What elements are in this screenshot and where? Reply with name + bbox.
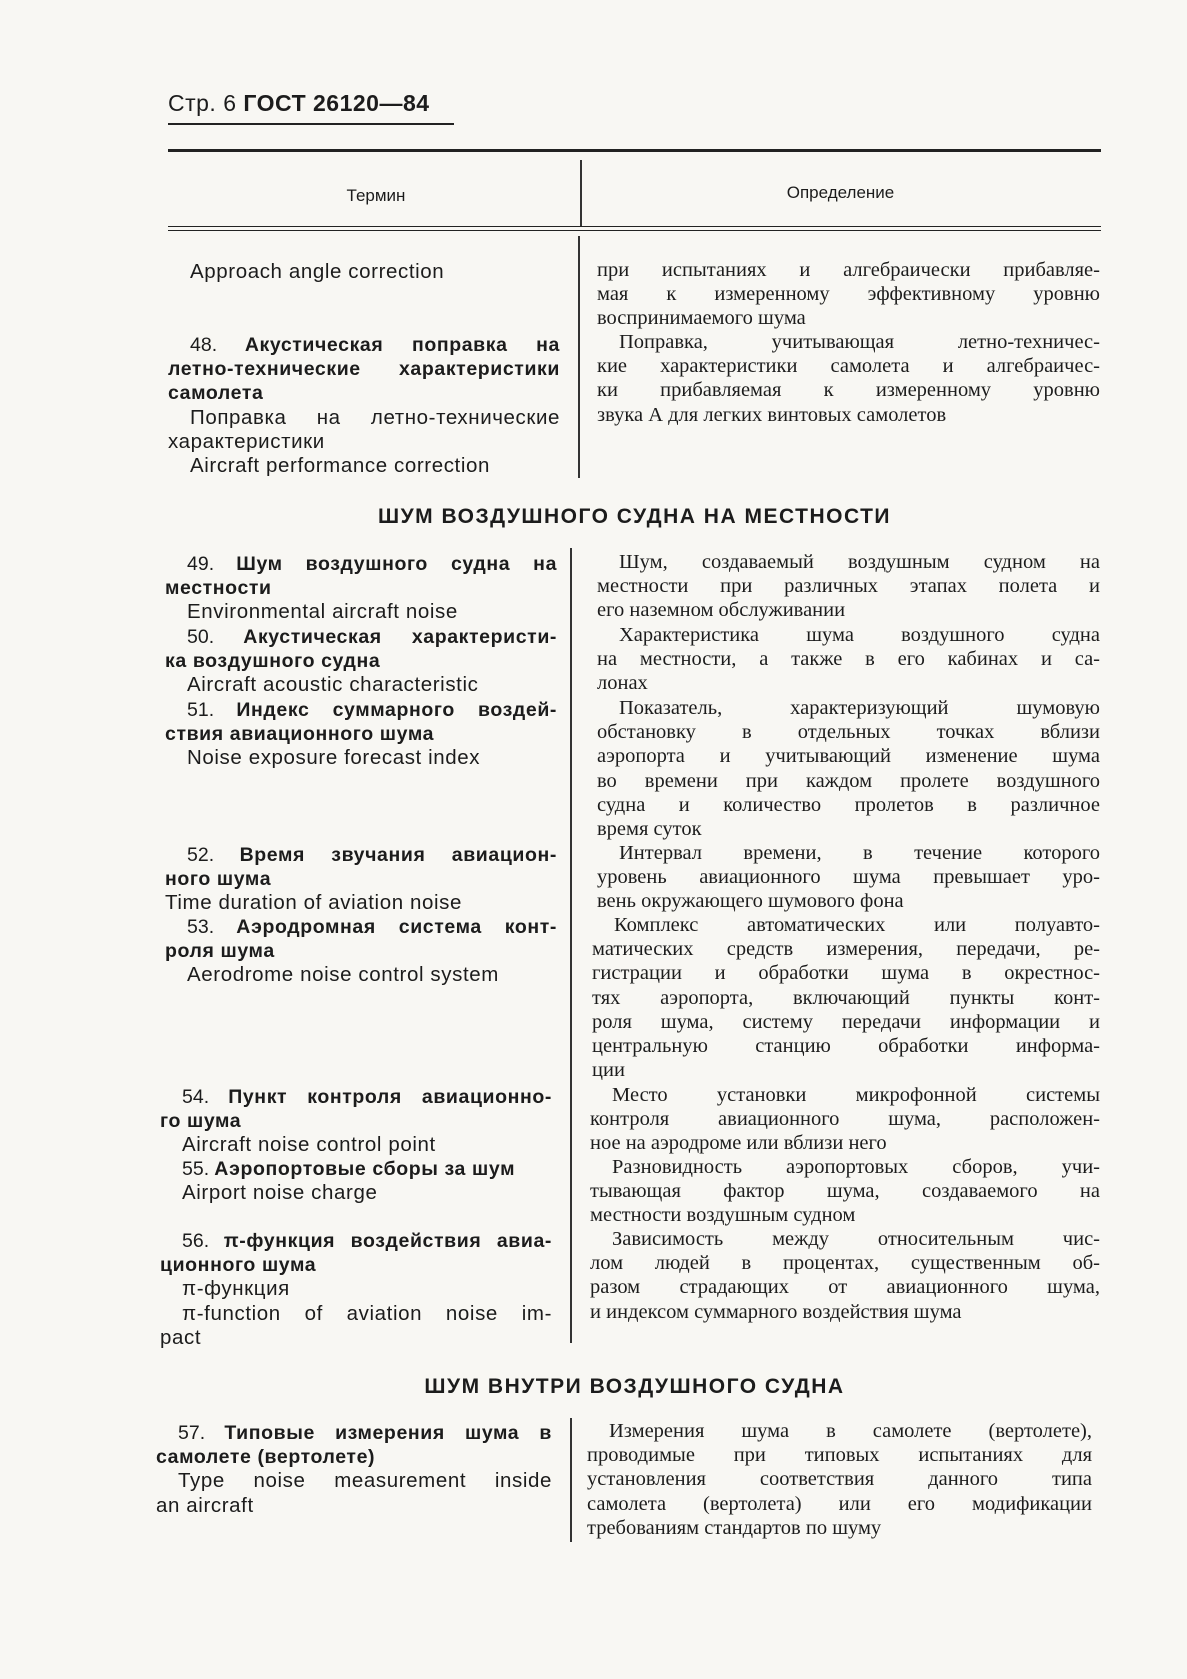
section-title: ШУМ ВНУТРИ ВОЗДУШНОГО СУДНА <box>424 1375 845 1398</box>
english-term: Approach angle correction <box>190 260 445 283</box>
term-title: Шум воздушного судна на <box>236 553 558 575</box>
definition-line: мая к измеренному эффективному уровню <box>597 283 1100 306</box>
definition-53 <box>592 913 1100 1082</box>
definition-line: его наземном обслуживании <box>597 599 846 622</box>
definition-line: Характеристика шума воздушного судна <box>619 624 1100 646</box>
definition-line: тях аэропорта, включающий пункты конт- <box>592 986 1100 1009</box>
term-number: 55. <box>182 1158 210 1180</box>
definition-line: на местности, а также в его кабинах и са- <box>597 648 1100 671</box>
english-term: Time duration of aviation noise <box>165 891 463 915</box>
definition-51 <box>597 696 1100 841</box>
term-entry-49 <box>165 552 557 625</box>
term-title: Аэропортовые сборы за шум <box>214 1158 516 1180</box>
definition-continued <box>597 258 1100 331</box>
definition-line: Комплекс автоматических или полуавто- <box>614 914 1100 936</box>
term-number: 54. <box>182 1086 210 1108</box>
term-number: 49. <box>187 553 215 575</box>
column-header-term: Термин <box>346 186 406 205</box>
term-title: летно-технические характеристики <box>168 358 560 381</box>
term-title: го шума <box>160 1110 242 1133</box>
definition-line: роля шума, систему передачи информации и <box>592 1010 1100 1033</box>
english-term: Type noise measurement inside <box>178 1469 552 1493</box>
definition-54 <box>590 1083 1100 1156</box>
definition-55 <box>590 1155 1100 1228</box>
term-entry-52 <box>165 843 557 916</box>
definition-line: звука А для легких винтовых самолетов <box>597 403 947 426</box>
definition-line: Место установки микрофонной системы <box>612 1084 1100 1106</box>
definition-line: вень окружающего шумового фона <box>597 890 904 913</box>
term-title: ствия авиационного шума <box>165 723 435 746</box>
term-title: Акустическая поправка на <box>244 334 560 356</box>
definition-line: лом людей в процентах, существенным об- <box>590 1252 1100 1275</box>
section-title: ШУМ ВОЗДУШНОГО СУДНА НА МЕСТНОСТИ <box>377 505 892 528</box>
english-term: Noise exposure forecast index <box>187 746 481 770</box>
english-term: an aircraft <box>156 1493 254 1517</box>
term-number: 48. <box>190 334 218 356</box>
definition-line: Шум, создаваемый воздушным судном на <box>619 551 1100 573</box>
definition-56 <box>590 1227 1100 1324</box>
term-number: 51. <box>187 699 215 721</box>
synonym-term: π-функция <box>182 1277 290 1301</box>
term-entry-50 <box>165 625 557 698</box>
definition-line: центральную станцию обработки информа- <box>592 1035 1100 1058</box>
term-title: Типовые измерения шума в <box>224 1422 552 1444</box>
term-title: самолета <box>168 382 264 405</box>
term-title: самолете (вертолете) <box>156 1446 376 1469</box>
synonym-term: характеристики <box>168 429 325 453</box>
english-term: Aircraft noise control point <box>182 1133 436 1157</box>
definition-49 <box>597 550 1100 623</box>
definition-line: Зависимость между относительным чис- <box>612 1228 1100 1250</box>
term-title: ка воздушного судна <box>165 650 381 673</box>
definition-50 <box>597 623 1100 696</box>
english-term: Environmental aircraft noise <box>187 600 458 624</box>
header-rule <box>168 226 1101 227</box>
definition-line: и индексом суммарного воздействия шума <box>590 1300 962 1323</box>
definition-line: разом страдающих от авиационного шума, <box>590 1276 1100 1299</box>
definition-line: ное на аэродроме или вблизи него <box>590 1132 887 1155</box>
page-number: Стр. 6 <box>168 90 237 116</box>
definition-line: судна и количество пролетов в различное <box>597 793 1100 816</box>
definition-line: местности воздушным судном <box>590 1204 856 1227</box>
term-entry-48 <box>168 333 560 478</box>
definition-line: самолета (вертолета) или его модификации <box>587 1492 1092 1515</box>
term-title: местности <box>165 577 272 600</box>
term-number: 53. <box>187 916 215 938</box>
definition-line: ции <box>592 1059 625 1082</box>
term-entry-continued <box>168 260 560 284</box>
definition-line: обстановку в отдельных точках вблизи <box>597 721 1100 744</box>
term-number: 52. <box>187 844 215 866</box>
term-title: Пункт контроля авиационно- <box>228 1086 553 1108</box>
column-divider <box>570 548 572 1343</box>
definition-line: Разновидность аэропортовых сборов, учи- <box>612 1156 1100 1178</box>
column-divider <box>578 236 580 478</box>
english-term: Aircraft acoustic characteristic <box>187 673 479 697</box>
definition-line: во времени при каждом пролете воздушного <box>597 769 1100 792</box>
definition-line: кие характеристики самолета и алгебраичес- <box>597 355 1100 378</box>
definition-line: тывающая фактор шума, создаваемого на <box>590 1180 1100 1203</box>
definition-line: установления соответствия данного типа <box>587 1468 1092 1491</box>
term-entry-53 <box>165 915 557 988</box>
definition-48 <box>597 330 1100 427</box>
definition-line: Поправка, учитывающая летно-техничес- <box>619 331 1100 353</box>
term-number: 50. <box>187 626 215 648</box>
definition-line: требованиям стандартов по шуму <box>587 1516 882 1539</box>
term-title: ционного шума <box>160 1254 317 1277</box>
definition-line: воспринимаемого шума <box>597 307 806 330</box>
term-title: роля шума <box>165 940 275 963</box>
header-underline <box>168 123 454 125</box>
column-divider <box>580 160 582 226</box>
definition-57 <box>587 1419 1092 1540</box>
header-rule <box>168 230 1101 231</box>
term-title: ного шума <box>165 868 272 891</box>
page-header <box>168 90 430 117</box>
term-entry-51 <box>165 698 557 771</box>
definition-line: аэропорта и учитывающий изменение шума <box>597 745 1100 768</box>
term-title: Аэродромная система конт- <box>236 916 557 938</box>
term-entry-55 <box>160 1157 552 1205</box>
definition-line: лонах <box>597 672 648 695</box>
standard-id: ГОСТ 26120—84 <box>243 90 430 116</box>
term-entry-57 <box>156 1421 552 1518</box>
definition-line: Интервал времени, в течение которого <box>619 842 1100 864</box>
term-entry-56 <box>160 1229 552 1350</box>
definition-line: проводимые при типовых испытаниях для <box>587 1444 1092 1467</box>
term-title: Акустическая характеристи- <box>243 626 558 648</box>
definition-line: Измерения шума в самолете (вертолете), <box>609 1420 1092 1442</box>
definition-line: при испытаниях и алгебраически прибавляе- <box>597 259 1100 281</box>
definition-line: время суток <box>597 818 702 841</box>
synonym-term: Поправка на летно-технические <box>190 405 560 429</box>
table-top-rule <box>168 149 1101 152</box>
definition-line: контроля авиационного шума, расположен- <box>590 1108 1100 1131</box>
term-entry-54 <box>160 1085 552 1158</box>
column-header-definition: Определение <box>786 183 895 202</box>
english-term: Aerodrome noise control system <box>187 963 499 987</box>
definition-line: уровень авиационного шума превышает уро- <box>597 866 1100 889</box>
column-divider <box>570 1418 572 1542</box>
definition-52 <box>597 841 1100 914</box>
definition-line: ки прибавляемая к измеренному уровню <box>597 379 1100 402</box>
term-title: π-функция воздействия авиа- <box>223 1230 553 1252</box>
term-title: Индекс суммарного воздей- <box>236 699 558 721</box>
english-term: π-function of aviation noise im- <box>182 1301 552 1325</box>
english-term: pact <box>160 1325 202 1349</box>
definition-line: матических средств измерения, передачи, ре- <box>592 938 1100 961</box>
term-title: Время звучания авиацион- <box>239 844 558 866</box>
english-term: Aircraft performance correction <box>190 454 491 478</box>
term-number: 57. <box>178 1422 206 1444</box>
english-term: Airport noise charge <box>182 1181 378 1205</box>
term-number: 56. <box>182 1230 210 1252</box>
definition-line: местности при различных этапах полета и <box>597 575 1100 598</box>
definition-line: Показатель, характеризующий шумовую <box>619 697 1100 719</box>
definition-line: гистрации и обработки шума в окрестнос- <box>592 962 1100 985</box>
